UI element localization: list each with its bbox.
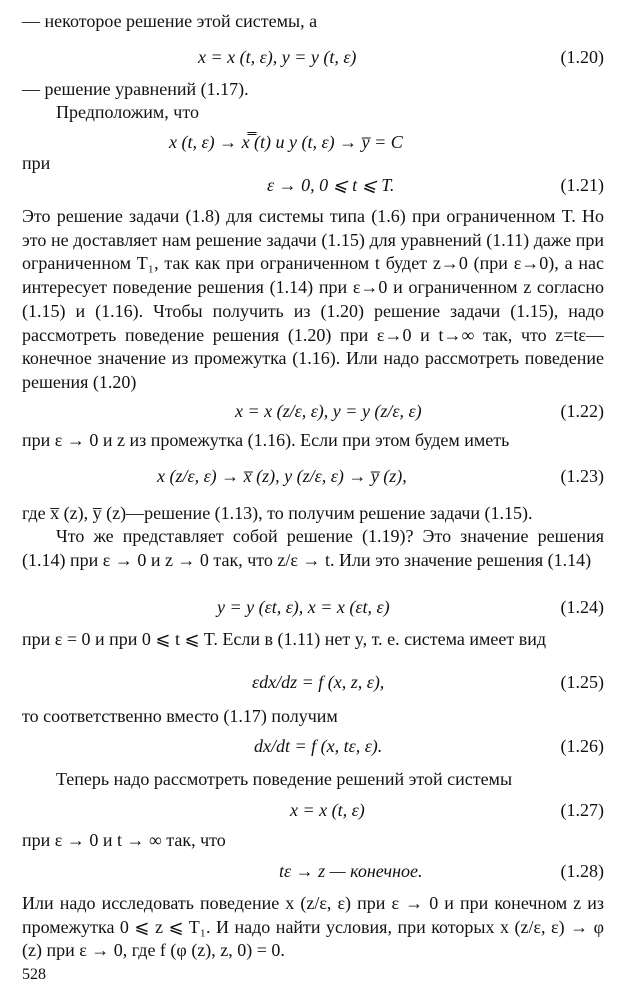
text-line: — решение уравнений (1.17). <box>22 79 249 99</box>
formula: y = y (εt, ε), x = x (εt, ε) <box>217 597 390 617</box>
equation-number: (1.28) <box>560 861 604 881</box>
equation-1-22 <box>22 398 604 424</box>
equation-1-20 <box>22 44 604 70</box>
formula: εdx/dz = f (x, z, ε), <box>252 672 385 692</box>
equation-1-23 <box>22 463 604 489</box>
equation-1-25 <box>22 669 604 695</box>
equation-number: (1.23) <box>560 466 604 486</box>
paragraph: при ε = 0 и при 0 ⩽ t ⩽ T. Если в (1.11) нет y, т. е. система имеет вид <box>22 629 546 649</box>
text-line: то соответственно вместо (1.17) получим <box>22 706 338 726</box>
formula: x = x (t, ε) <box>290 800 365 820</box>
paragraph: при ε → 0 и z из промежутка (1.16). Если при этом будем иметь <box>22 430 510 450</box>
equation-1-24 <box>22 594 604 620</box>
equation-number: (1.25) <box>560 672 604 692</box>
formula: ε → 0, 0 ⩽ t ⩽ T. <box>267 175 395 195</box>
equation-number: (1.26) <box>560 736 604 756</box>
formula: x = x (z/ε, ε), y = y (z/ε, ε) <box>235 401 422 421</box>
formula: tε → z — конечное. <box>279 861 423 881</box>
text-line: Предположим, что <box>56 102 199 122</box>
paragraph: Или надо исследовать поведение x (z/ε, ε) при ε → 0 и при конечном z из промежутка 0 ⩽ z ⩽ T₁. И надо найти условия, при которых x (z/ε, ε) → φ (z) при ε → 0, где f (φ (z), z, 0) = 0. <box>22 893 604 961</box>
paragraph: Это решение задачи (1.8) для системы типа (1.6) при ограниченном T. Но это не доставляет нам решение задачи (1.15) для уравнений (1.11) даже при ограниченном T₁, так как при ограниченном t будет z→0 (при ε→0), а нас интересует поведение решения (1.14) при ε→0 и ограниченном z согласно (1.15) и (1.16). Чтобы получить из (1.20) решение задачи (1.15), надо рассмотреть поведение решения (1.20) при ε→0 и t→∞ так, что z=tε—конечное значение из промежутка (1.16). Или надо рассмотреть поведение решения (1.20) <box>22 206 604 392</box>
equation-1-27 <box>22 797 604 823</box>
equation-number: (1.24) <box>560 597 604 617</box>
equation-1-21 <box>22 172 604 198</box>
text-line: при <box>22 153 51 173</box>
equation-number: (1.21) <box>560 175 604 195</box>
equation-1-26 <box>22 733 604 759</box>
equation-number: (1.20) <box>560 47 604 67</box>
text-line: при ε → 0 и t → ∞ так, что <box>22 830 226 850</box>
formula: x (z/ε, ε) → x̅ (z), y (z/ε, ε) → y̅ (z), <box>157 466 407 486</box>
paragraph: Что же представляет собой решение (1.19)? Это значение решения (1.14) при ε → 0 и z → 0 так, что z/ε → t. Или это значение решения (1.14) <box>22 526 604 570</box>
equation-number: (1.27) <box>560 800 604 820</box>
text-line: где x̅ (z), y̅ (z)—решение (1.13), то получим решение задачи (1.15). <box>22 503 533 523</box>
page-number: 528 <box>22 966 46 983</box>
formula: dx/dt = f (x, tε, ε). <box>254 736 383 756</box>
formula: x (t, ε) → x̿ (t) и y (t, ε) → y̅ = C <box>169 132 403 152</box>
text-line: — некоторое решение этой системы, а <box>22 11 318 31</box>
equation-1-28 <box>22 858 604 884</box>
formula: x = x (t, ε), y = y (t, ε) <box>198 47 357 67</box>
equation-number: (1.22) <box>560 401 604 421</box>
text-line: Теперь надо рассмотреть поведение решений этой системы <box>56 769 513 789</box>
